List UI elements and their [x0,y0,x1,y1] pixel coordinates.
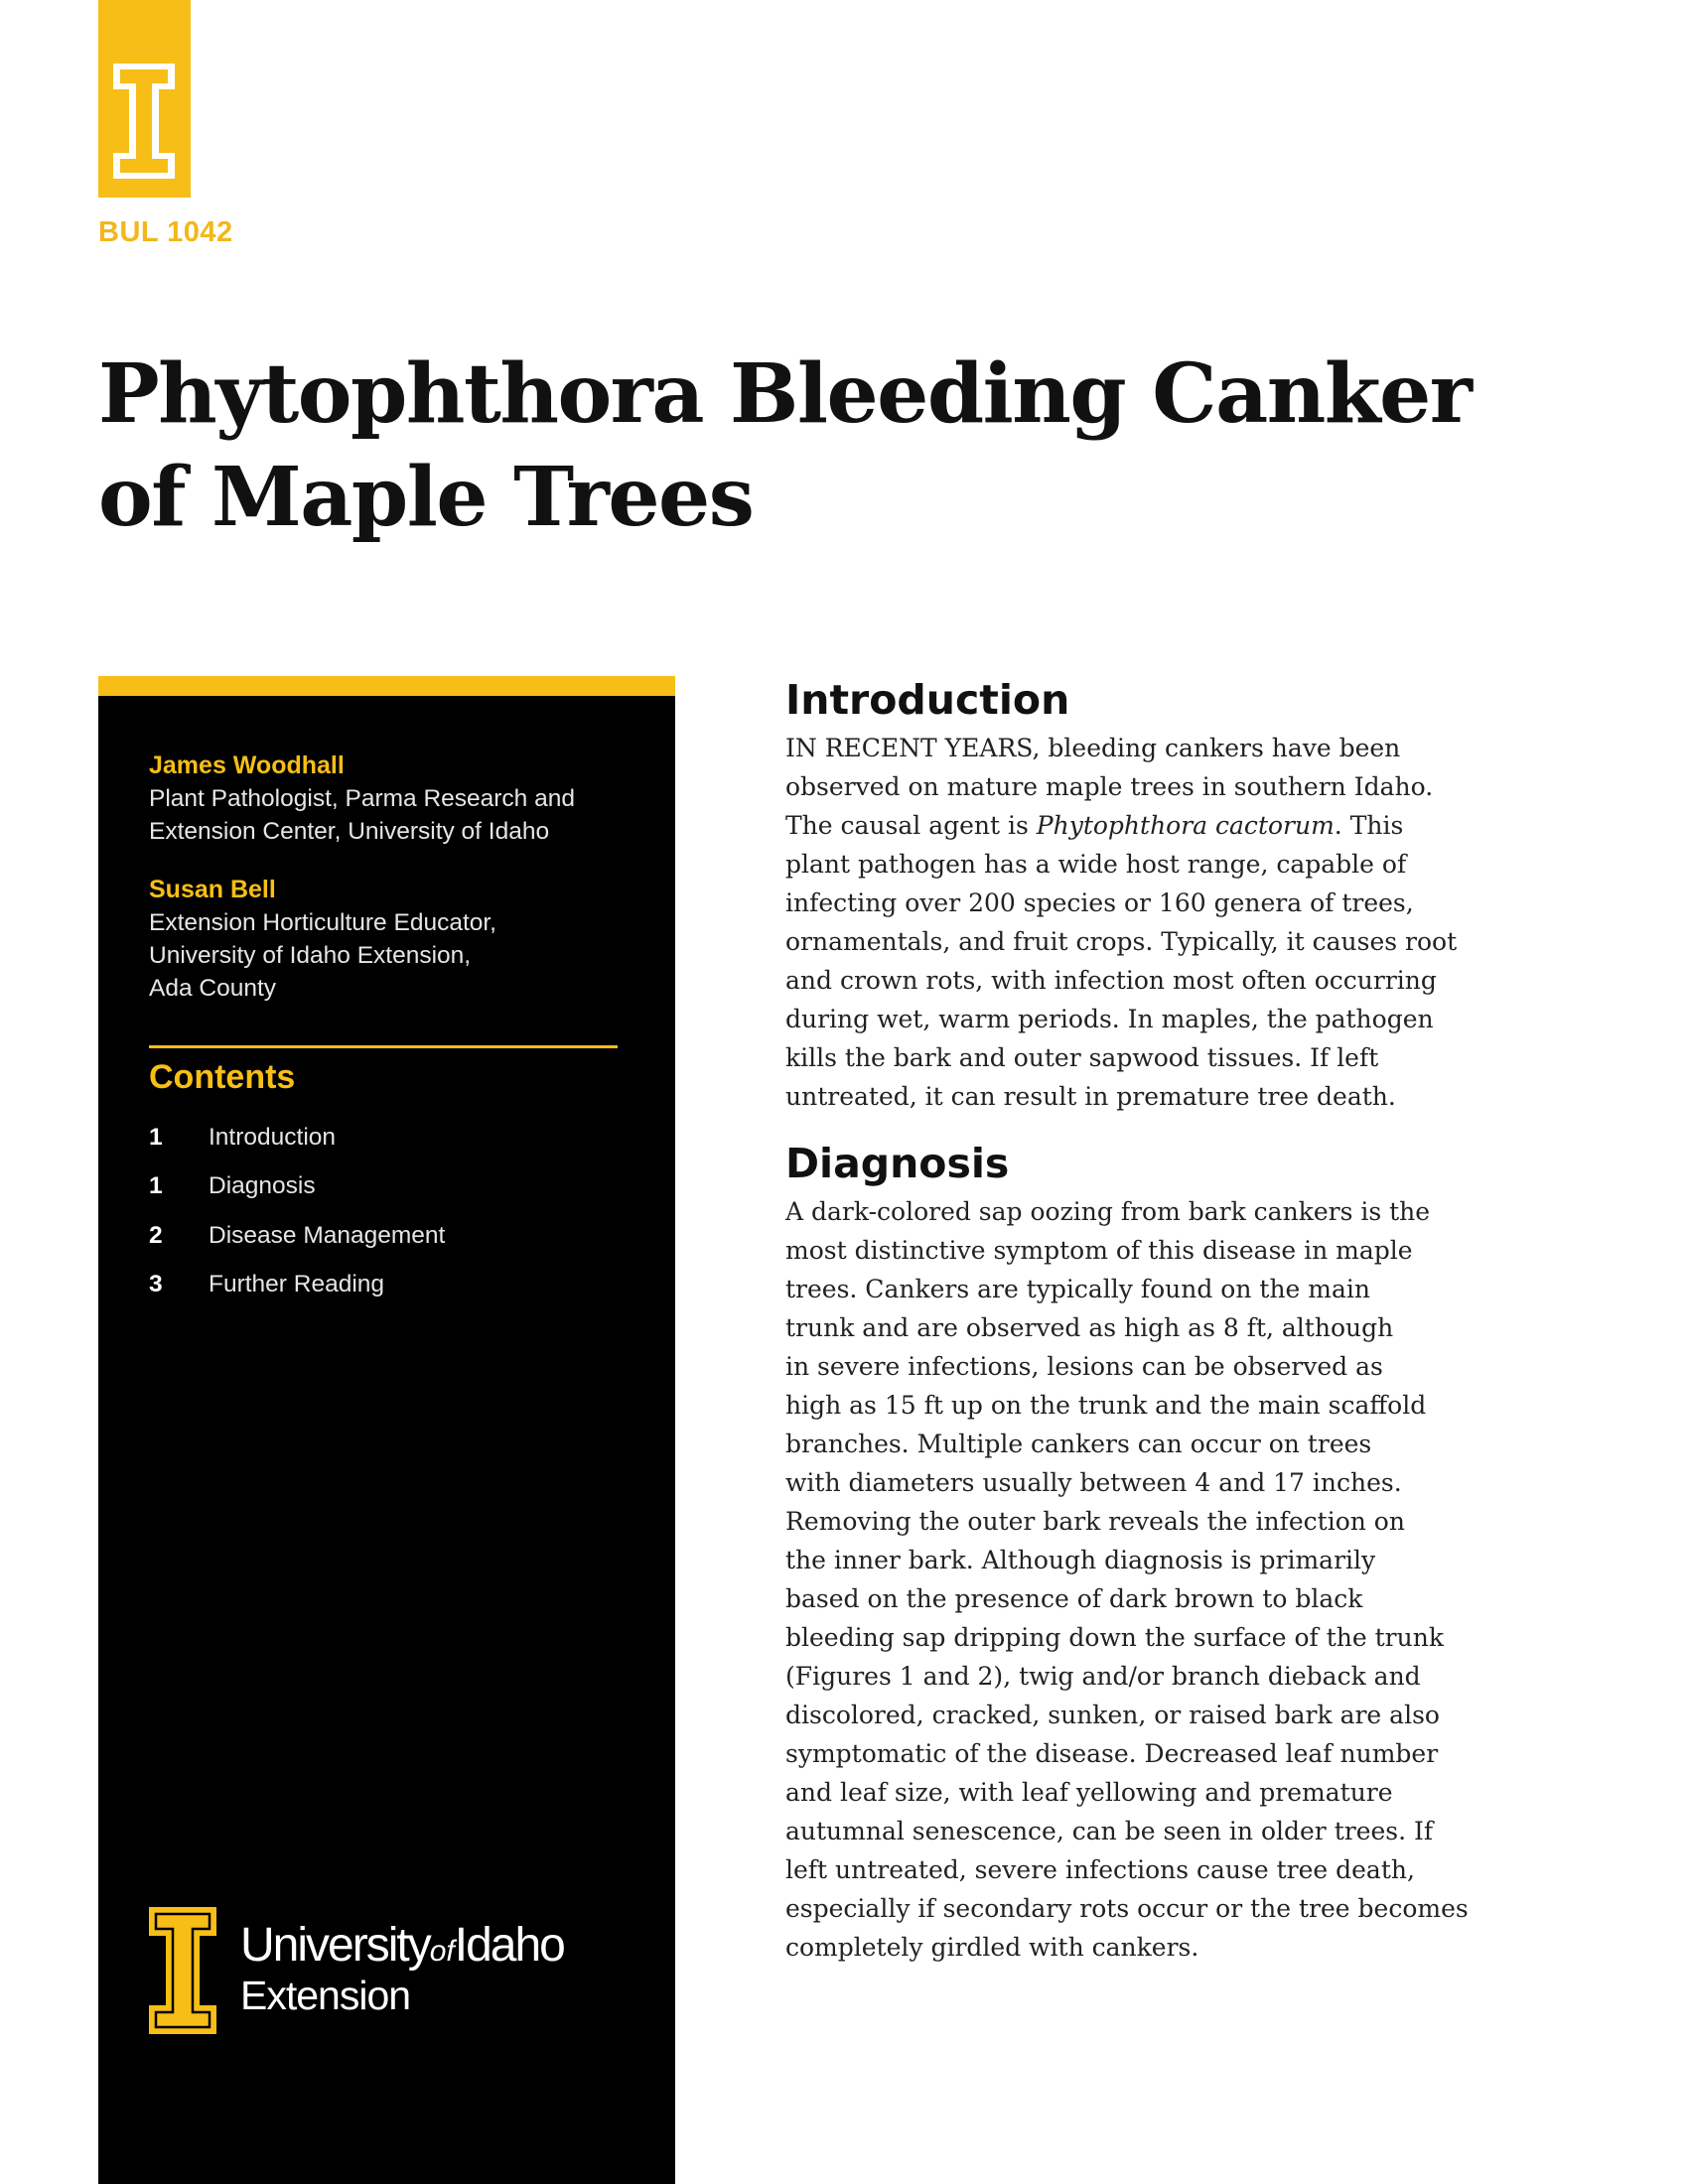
brand-word: University [240,1919,430,1972]
author-affiliation [149,782,645,848]
toc-item[interactable] [149,1261,445,1310]
brand-word: of [429,1935,455,1968]
university-logo-tab [98,0,191,198]
text-line: plant pathogen has a wide host range, capable of [785,850,1407,879]
text-line: with diameters usually between 4 and 17 inches. [785,1468,1402,1497]
page-title [98,342,1588,549]
text-line: Removing the outer bark reveals the infection on [785,1507,1405,1536]
contents-heading: Contents [149,1058,296,1096]
affiliation-line: Extension Center, University of Idaho [149,818,550,845]
text-line: completely girdled with cankers. [785,1933,1199,1962]
toc-item[interactable] [149,1162,445,1212]
text-fragment: . This [1334,811,1404,840]
text-line: kills the bark and outer sapwood tissues. If left [785,1043,1379,1072]
affiliation-line: University of Idaho Extension, [149,942,472,969]
toc-label: Further Reading [209,1271,385,1298]
bulletin-number: BUL 1042 [98,216,233,248]
text-line: and leaf size, with leaf yellowing and premature [785,1778,1393,1807]
main-content [785,671,1480,1967]
toc-item[interactable] [149,1211,445,1261]
text-line: trunk and are observed as high as 8 ft, although [785,1313,1394,1342]
brand-unit-name: Extension [240,1973,411,2018]
toc-page-number: 1 [149,1123,163,1151]
section-diagnosis [785,1135,1480,1967]
text-line: most distinctive symptom of this disease in maple [785,1236,1413,1265]
brand-word: Idaho [454,1919,564,1972]
sidebar-divider [149,1045,618,1048]
toc-page-number: 2 [149,1221,163,1249]
author-name: James Woodhall [149,751,345,779]
section-introduction [785,671,1480,1116]
author-name: Susan Bell [149,876,276,903]
text-line: especially if secondary rots occur or the tree becomes [785,1894,1469,1923]
text-line: symptomatic of the disease. Decreased leaf number [785,1739,1439,1768]
species-name: Phytophthora cactorum [1036,811,1335,840]
text-line [785,806,1480,845]
toc-label: Diagnosis [209,1172,316,1200]
text-line: the inner bark. Although diagnosis is primarily [785,1546,1376,1574]
brand-university-name [240,1918,564,1973]
text-fragment: The causal agent is [785,811,1037,840]
section-heading: Introduction [785,676,1070,724]
text-line: branches. Multiple cankers can occur on trees [785,1430,1372,1458]
text-line: autumnal senescence, can be seen in older trees. If [785,1817,1434,1845]
affiliation-line: Ada County [149,975,277,1002]
block-i-icon [111,62,177,181]
text-line: observed on mature maple trees in southern Idaho. [785,772,1434,801]
section-heading: Diagnosis [785,1140,1010,1187]
toc-item[interactable] [149,1113,445,1162]
university-of-idaho-extension-logo [148,1906,664,2040]
text-line: A dark-colored sap oozing from bark cankers is the [785,1197,1431,1226]
text-line: infecting over 200 species or 160 genera of trees, [785,888,1414,917]
title-line: of Maple Trees [98,450,754,545]
text-line: during wet, warm periods. In maples, the pathogen [785,1005,1434,1033]
text-line: discolored, cracked, sunken, or raised bark are also [785,1701,1440,1729]
toc-label: Disease Management [209,1221,446,1249]
affiliation-line: Plant Pathologist, Parma Research and [149,785,575,812]
affiliation-line: Extension Horticulture Educator, [149,909,496,936]
text-line: left untreated, severe infections cause tree death, [785,1855,1415,1884]
toc-page-number: 1 [149,1172,163,1200]
text-line: untreated, it can result in premature tree death. [785,1082,1396,1111]
text-line: high as 15 ft up on the trunk and the main scaffold [785,1391,1427,1420]
block-i-logo-icon [148,1906,217,2035]
text-line: in severe infections, lesions can be observed as [785,1352,1383,1381]
author-block [149,873,645,1005]
section-body [785,1192,1480,1967]
text-line: based on the presence of dark brown to black [785,1584,1363,1613]
text-line: and crown rots, with infection most often occurring [785,966,1437,995]
toc-page-number: 3 [149,1271,163,1298]
text-line: trees. Cankers are typically found on the main [785,1275,1371,1303]
title-line: Phytophthora Bleeding Canker [98,346,1472,442]
sidebar [98,696,675,2184]
toc-label: Introduction [209,1123,337,1151]
text-line: (Figures 1 and 2), twig and/or branch dieback and [785,1662,1421,1691]
sidebar-accent-bar [98,676,675,696]
author-affiliation [149,906,645,1005]
section-body [785,729,1480,1116]
author-block [149,749,645,848]
table-of-contents [149,1113,445,1309]
text-line: ornamentals, and fruit crops. Typically, it causes root [785,927,1458,956]
text-line: bleeding sap dripping down the surface of the trunk [785,1623,1444,1652]
text-line: IN RECENT YEARS, bleeding cankers have been [785,734,1401,762]
